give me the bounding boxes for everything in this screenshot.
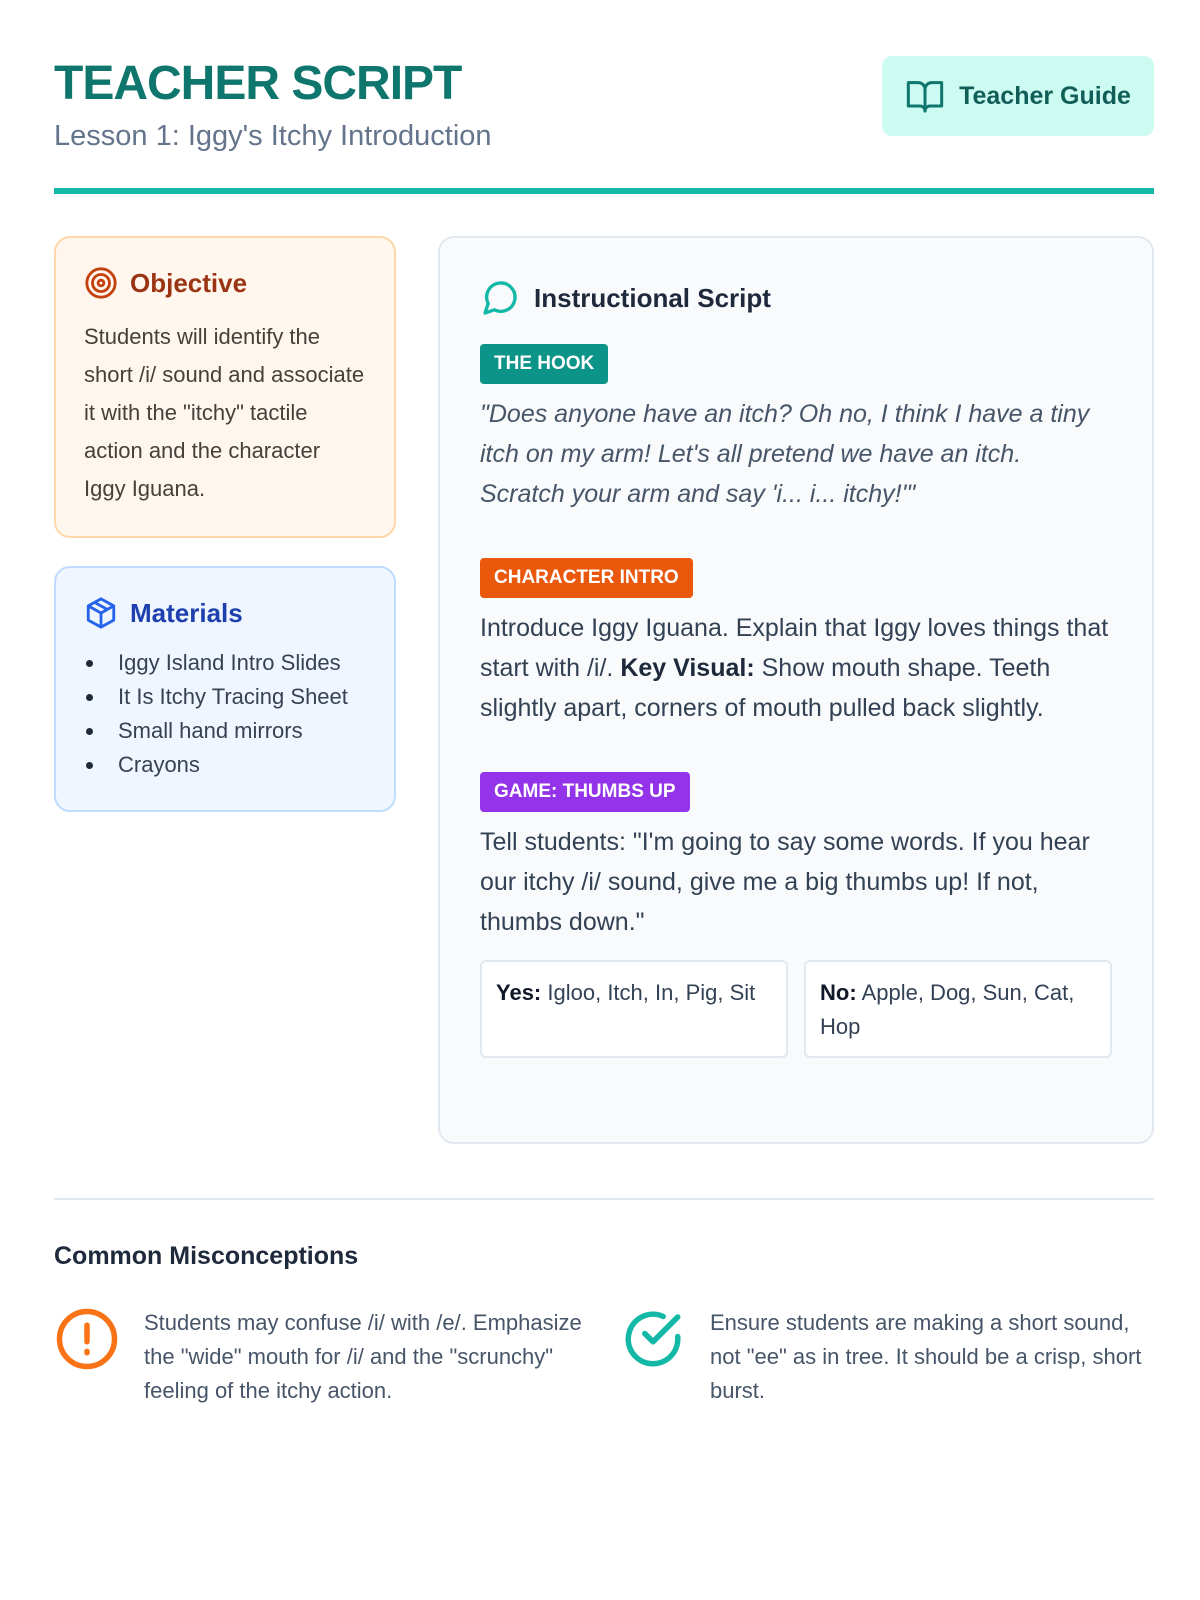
yes-words-box	[480, 960, 788, 1058]
material-item: Small hand mirrors	[84, 714, 366, 748]
alert-circle-icon	[54, 1306, 120, 1372]
script-heading	[480, 278, 1112, 318]
hook-text: "Does anyone have an itch? Oh no, I think I have a tiny itch on my arm! Let's all pretend we have an itch. Scratch your arm and say 'i... i... itchy!'"	[480, 400, 1090, 508]
teacher-guide-button[interactable]	[882, 56, 1154, 136]
misconception-text: Students may confuse /i/ with /e/. Emphasize the "wide" mouth for /i/ and the "scrunchy" feeling of the itchy action.	[144, 1310, 582, 1403]
game-tag: GAME: THUMBS UP	[480, 772, 690, 812]
misconception-text: Ensure students are making a short sound, not "ee" as in tree. It should be a crisp, short burst.	[710, 1310, 1142, 1403]
no-words-box	[804, 960, 1112, 1058]
character-intro-tag: CHARACTER INTRO	[480, 558, 693, 598]
instructional-script-card	[438, 236, 1154, 1144]
misconceptions-heading: Common Misconceptions	[54, 1242, 359, 1270]
character-intro-part: Introduce Iggy Iguana. Explain that Iggy loves things that start with /i/.	[480, 614, 1109, 682]
yes-label: Yes:	[496, 980, 542, 1005]
materials-heading-label: Materials	[130, 597, 243, 628]
teacher-guide-label: Teacher Guide	[959, 81, 1131, 110]
check-circle-icon	[620, 1306, 686, 1372]
key-visual-label: Key Visual:	[620, 654, 755, 682]
page-header	[54, 56, 1154, 156]
objective-heading-label: Objective	[130, 267, 248, 298]
game-text: Tell students: "I'm going to say some words. If you hear our itchy /i/ sound, give me a big thumbs up! If not, thumbs down."	[480, 828, 1090, 936]
materials-heading	[84, 596, 366, 630]
materials-card	[54, 566, 396, 812]
target-icon	[84, 266, 118, 300]
materials-list	[84, 646, 366, 782]
header-divider	[54, 188, 1154, 194]
objective-text: Students will identify the short /i/ sound and associate it with the "itchy" tactile action and the character Iggy Iguana.	[84, 324, 365, 501]
objective-card	[54, 236, 396, 538]
material-item: Crayons	[84, 748, 366, 782]
section-divider	[54, 1198, 1154, 1200]
book-open-icon	[905, 76, 945, 116]
character-intro-part: Show mouth shape. Teeth slightly apart, corners of mouth pulled back slightly.	[480, 654, 1051, 722]
script-heading-label: Instructional Script	[534, 282, 771, 313]
misconception-item	[54, 1306, 594, 1408]
material-item: It Is Itchy Tracing Sheet	[84, 680, 366, 714]
no-label: No:	[820, 980, 857, 1005]
lesson-subtitle: Lesson 1: Iggy's Itchy Introduction	[54, 120, 492, 152]
misconception-item	[620, 1306, 1160, 1408]
message-circle-icon	[480, 278, 520, 318]
hook-tag: THE HOOK	[480, 344, 608, 384]
yes-words: Igloo, Itch, In, Pig, Sit	[547, 980, 756, 1005]
no-words: Apple, Dog, Sun, Cat, Hop	[820, 980, 1075, 1039]
objective-heading	[84, 266, 366, 300]
page-title: TEACHER SCRIPT	[54, 57, 462, 110]
character-intro-text	[480, 608, 1112, 728]
package-icon	[84, 596, 118, 630]
material-item: Iggy Island Intro Slides	[84, 646, 366, 680]
word-examples	[480, 960, 1112, 1058]
